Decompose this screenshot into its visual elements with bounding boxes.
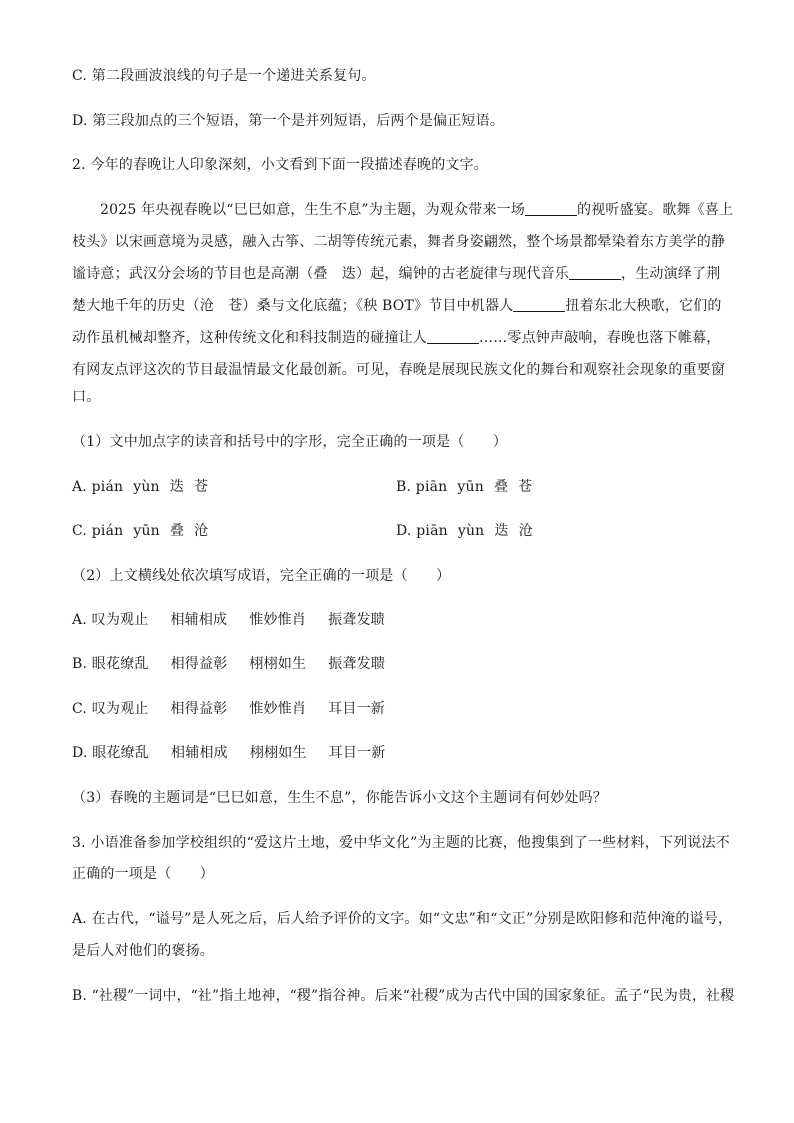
- sq1-option-a[interactable]: A. pián yùn 迭 苍: [72, 479, 209, 495]
- question-3-line-1: 3. 小语准备参加学校组织的“爱这片土地，爱中华文化”为主题的比赛，他搜集到了一些材料，下列说法不: [72, 835, 730, 851]
- option-d-line: D. 第三段加点的三个短语，第一个是并列短语，后两个是偏正短语。: [72, 113, 505, 129]
- passage-line-2: 枝头》以宋画意境为灵感，融入古筝、二胡等传统元素，舞者身姿翩然，整个场景都晕染着东方美学的静: [72, 234, 726, 250]
- sq1-option-c[interactable]: C. pián yūn 叠 沧: [72, 523, 209, 539]
- sq2-option-b[interactable]: B. 眼花缭乱 相得益彰 栩栩如生 振聋发聩: [72, 656, 386, 672]
- question-3-line-2: 正确的一项是（ ）: [72, 866, 214, 882]
- passage-line-4: 楚大地千年的历史（沧 苍）桑与文化底蕴；《秧 BOT》节目中机器人 扭着东北大秧歌，它们的: [72, 298, 722, 314]
- q3-option-a-line-2: 是后人对他们的褒扬。: [72, 943, 214, 959]
- sq2-option-c[interactable]: C. 叹为观止 相得益彰 惟妙惟肖 耳目一新: [72, 701, 385, 717]
- sub-question-1: （1）文中加点字的读音和括号中的字形，完全正确的一项是（ ）: [72, 434, 508, 450]
- answer-blank-2[interactable]: [569, 265, 621, 280]
- sq2-option-d[interactable]: D. 眼花缭乱 相辅相成 栩栩如生 耳目一新: [72, 745, 386, 761]
- answer-blank-4[interactable]: [427, 329, 479, 344]
- sq2-option-a[interactable]: A. 叹为观止 相辅相成 惟妙惟肖 振聋发聩: [72, 612, 385, 628]
- question-2-stem: 2. 今年的春晚让人印象深刻，小文看到下面一段描述春晚的文字。: [72, 157, 489, 173]
- q3-option-a-line-1[interactable]: A. 在古代，“谥号”是人死之后，后人给予评价的文字。如“文忠”和“文正”分别是欧阳修和范仲淹的谥号，: [72, 911, 733, 927]
- answer-blank-1[interactable]: [525, 201, 577, 216]
- passage-line-6: 有网友点评这次的节目最温情最文化最创新。可见，春晚是展现民族文化的舞台和观察社会现象的重要窗: [72, 362, 726, 378]
- passage-line-7: 口。: [72, 389, 101, 405]
- passage-line-3: 谧诗意；武汉分会场的节目也是高潮（叠 迭）起，编钟的古老旋律与现代音乐 ，生动演绎了荆: [72, 266, 721, 282]
- passage-line-5: 动作虽机械却整齐，这种传统文化和科技制造的碰撞让人 ……零点钟声敲响，春晚也落下帷幕，: [72, 330, 721, 346]
- sq1-option-b[interactable]: B. piān yūn 叠 苍: [396, 479, 533, 495]
- sq1-option-d[interactable]: D. piān yùn 迭 沧: [396, 523, 533, 539]
- q3-option-b-line-1[interactable]: B. “社稷”一词中，“社”指土地神，“稷”指谷神。后来“社稷”成为古代中国的国家象征。孟子“民为贵，社稷: [72, 988, 735, 1004]
- answer-blank-3[interactable]: [513, 297, 565, 312]
- passage-line-1: 2025 年央视春晚以“巳巳如意，生生不息”为主题，为观众带来一场 的视听盛宴。歌舞《喜上: [100, 202, 734, 218]
- option-c-line: C. 第二段画波浪线的句子是一个递进关系复句。: [72, 68, 376, 84]
- sub-question-2: （2）上文横线处依次填写成语，完全正确的一项是（ ）: [72, 568, 451, 584]
- sub-question-3: （3）春晚的主题词是“巳巳如意，生生不息”，你能告诉小文这个主题词有何妙处吗？: [72, 790, 608, 806]
